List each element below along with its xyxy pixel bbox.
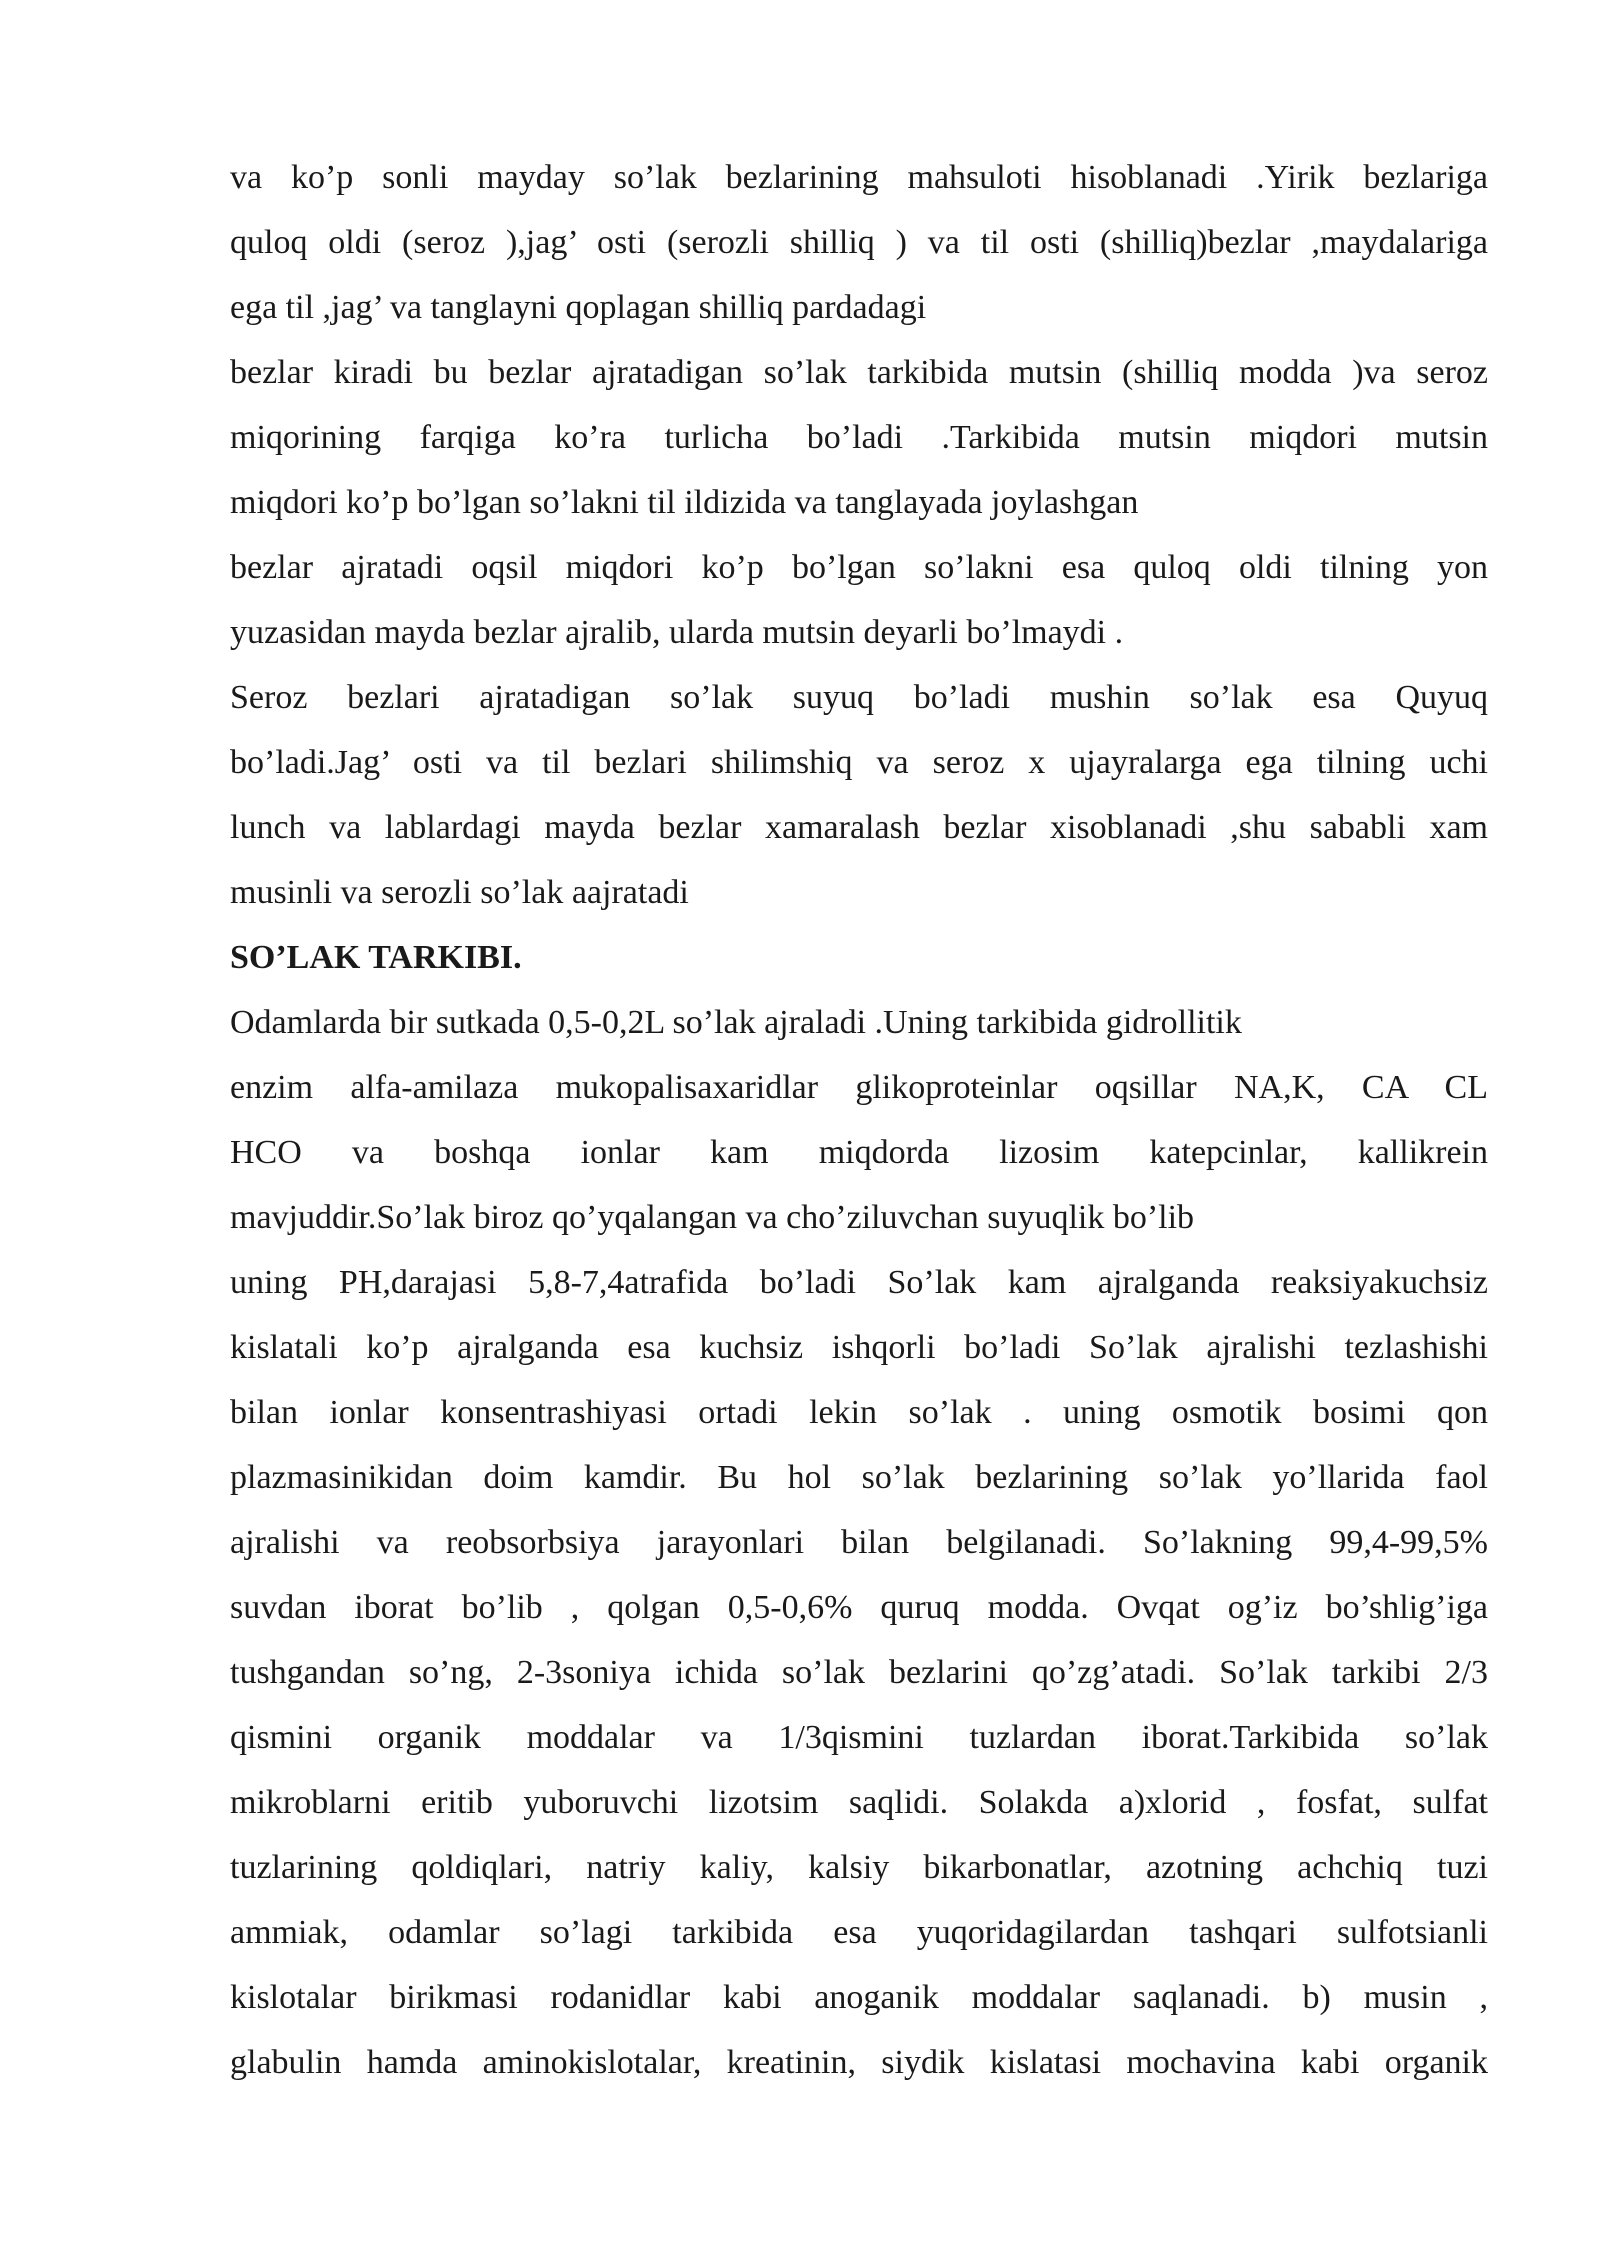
text-line: Seroz bezlari ajratadigan so’lak suyuq bo’ladi mushin so’lak esa Quyuq — [230, 679, 1488, 716]
text-line: enzim alfa-amilaza mukopalisaxaridlar glikoproteinlar oqsillar NA,K, CA CL — [230, 1069, 1488, 1106]
text-line: ammiak, odamlar so’lagi tarkibida esa yuqoridagilardan tashqari sulfotsianli — [230, 1914, 1488, 1951]
section-heading: SO’LAK TARKIBI. — [230, 939, 522, 976]
text-line: bo’ladi.Jag’ osti va til bezlari shilimshiq va seroz x ujayralarga ega tilning uchi — [230, 744, 1488, 781]
text-line: lunch va lablardagi mayda bezlar xamaralash bezlar xisoblanadi ,shu sababli xam — [230, 809, 1488, 846]
text-line: musinli va serozli so’lak aajratadi — [230, 874, 689, 911]
text-line: plazmasinikidan doim kamdir. Bu hol so’lak bezlarining so’lak yo’llarida faol — [230, 1459, 1488, 1496]
text-line: HCO va boshqa ionlar kam miqdorda lizosim katepcinlar, kallikrein — [230, 1134, 1488, 1171]
text-line: tushgandan so’ng, 2-3soniya ichida so’lak bezlarini qo’zg’atadi. So’lak tarkibi 2/3 — [230, 1654, 1488, 1691]
text-line: bilan ionlar konsentrashiyasi ortadi lekin so’lak . uning osmotik bosimi qon — [230, 1394, 1488, 1431]
text-line: glabulin hamda aminokislotalar, kreatinin, siydik kislatasi mochavina kabi organik — [230, 2044, 1488, 2081]
text-line: ega til ,jag’ va tanglayni qoplagan shilliq pardadagi — [230, 289, 927, 326]
text-line: bezlar kiradi bu bezlar ajratadigan so’lak tarkibida mutsin (shilliq modda )va seroz — [230, 354, 1488, 391]
text-line: yuzasidan mayda bezlar ajralib, ularda mutsin deyarli bo’lmaydi . — [230, 614, 1124, 651]
text-line: kislotalar birikmasi rodanidlar kabi anoganik moddalar saqlanadi. b) musin , — [230, 1979, 1488, 2016]
text-line: uning PH,darajasi 5,8-7,4atrafida bo’ladi So’lak kam ajralganda reaksiyakuchsiz — [230, 1264, 1488, 1301]
text-line: mikroblarni eritib yuboruvchi lizotsim saqlidi. Solakda a)xlorid , fosfat, sulfat — [230, 1784, 1488, 1821]
text-line: kislatali ko’p ajralganda esa kuchsiz ishqorli bo’ladi So’lak ajralishi tezlashishi — [230, 1329, 1488, 1366]
text-line: quloq oldi (seroz ),jag’ osti (serozli shilliq ) va til osti (shilliq)bezlar ,maydalariga — [230, 224, 1488, 261]
text-line: tuzlarining qoldiqlari, natriy kaliy, kalsiy bikarbonatlar, azotning achchiq tuzi — [230, 1849, 1488, 1886]
text-line: va ko’p sonli mayday so’lak bezlarining mahsuloti hisoblanadi .Yirik bezlariga — [230, 159, 1488, 196]
text-line: miqdori ko’p bo’lgan so’lakni til ildizida va tanglayada joylashgan — [230, 484, 1139, 521]
text-line: Odamlarda bir sutkada 0,5-0,2L so’lak ajraladi .Uning tarkibida gidrollitik — [230, 1004, 1242, 1041]
text-line: miqorining farqiga ko’ra turlicha bo’ladi .Tarkibida mutsin miqdori mutsin — [230, 419, 1488, 456]
text-line: suvdan iborat bo’lib , qolgan 0,5-0,6% quruq modda. Ovqat og’iz bo’shlig’iga — [230, 1589, 1488, 1626]
text-line: ajralishi va reobsorbsiya jarayonlari bilan belgilanadi. So’lakning 99,4-99,5% — [230, 1524, 1488, 1561]
text-line: qismini organik moddalar va 1/3qismini tuzlardan iborat.Tarkibida so’lak — [230, 1719, 1488, 1756]
text-line: mavjuddir.So’lak biroz qo’yqalangan va cho’ziluvchan suyuqlik bo’lib — [230, 1199, 1195, 1236]
document-page — [230, 145, 1488, 2095]
text-line: bezlar ajratadi oqsil miqdori ko’p bo’lgan so’lakni esa quloq oldi tilning yon — [230, 549, 1488, 586]
